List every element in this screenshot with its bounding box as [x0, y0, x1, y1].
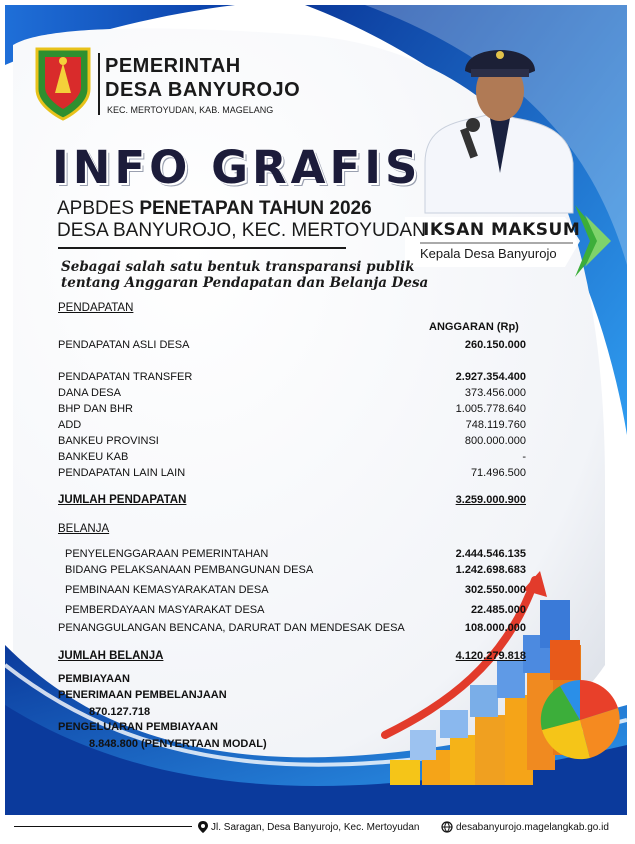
pengeluaran-value: 8.848.800 (PENYERTAAN MODAL)	[89, 738, 267, 750]
gov-title-line3: KEC. MERTOYUDAN, KAB. MAGELANG	[107, 105, 274, 115]
pendapatan-item-label: ADD	[58, 419, 82, 431]
pendapatan-item-label: BHP DAN BHR	[58, 403, 133, 415]
location-pin-icon	[198, 821, 208, 833]
pendapatan-item-value: 748.119.760	[465, 419, 526, 431]
pembiayaan-header: PEMBIAYAAN	[58, 673, 130, 685]
belanja-item-label: PEMBERDAYAAN MASYARAKAT DESA	[65, 604, 265, 616]
subtitle-divider	[58, 247, 346, 249]
belanja-header: BELANJA	[58, 523, 110, 535]
page-title: INFO GRAFIS	[52, 141, 422, 194]
gov-title-line1: PEMERINTAH	[105, 55, 241, 77]
belanja-item-label: PENYELENGGARAAN PEMERINTAHAN	[65, 548, 269, 560]
penerimaan-value: 870.127.718	[89, 706, 151, 718]
tagline-line2: tentang Anggaran Pendapatan dan Belanja Desa	[61, 275, 429, 291]
jumlah-belanja-value: 4.120.279.818	[455, 650, 526, 662]
header-divider	[98, 53, 100, 115]
belanja-item-label: PEMBINAAN KEMASYARAKATAN DESA	[65, 584, 269, 596]
belanja-item-label: PENANGGULANGAN BENCANA, DARURAT DAN MENDESAK DESA	[58, 622, 405, 634]
jumlah-belanja-label: JUMLAH BELANJA	[58, 650, 164, 662]
penerimaan-label: PENERIMAAN PEMBELANJAAN	[58, 689, 227, 701]
pendapatan-item-value: 1.005.778.640	[455, 403, 526, 415]
pendapatan-item-label: BANKEU PROVINSI	[58, 435, 159, 447]
footer-address	[198, 821, 419, 833]
pendapatan-item-value: -	[522, 451, 526, 463]
belanja-item-value: 1.242.698.683	[455, 564, 526, 576]
jumlah-pendapatan-label: JUMLAH PENDAPATAN	[58, 494, 187, 506]
subtitle-line2: DESA BANYUROJO, KEC. MERTOYUDAN	[57, 220, 426, 241]
subtitle-prefix: APBDES	[57, 198, 135, 219]
gov-title-line2: DESA BANYUROJO	[105, 79, 301, 101]
belanja-item-value: 108.000.000	[464, 622, 526, 634]
pendapatan-item-value: 800.000.000	[464, 435, 526, 447]
person-role: Kepala Desa Banyurojo	[420, 246, 557, 261]
belanja-item-value: 22.485.000	[470, 604, 526, 616]
pengeluaran-label: PENGELUARAN PEMBIAYAAN	[58, 721, 218, 733]
jumlah-pendapatan-value: 3.259.000.900	[455, 494, 526, 506]
pendapatan-transfer-label: PENDAPATAN TRANSFER	[58, 371, 193, 383]
web-icon	[441, 821, 453, 833]
infographic-frame	[5, 5, 627, 815]
pendapatan-item-label: PENDAPATAN LAIN LAIN	[58, 467, 186, 479]
pendapatan-transfer-value: 2.927.354.400	[455, 371, 526, 383]
belanja-item-value: 302.550.000	[464, 584, 526, 596]
belanja-item-value: 2.444.546.135	[455, 548, 526, 560]
pendapatan-header: PENDAPATAN	[58, 302, 134, 314]
footer-website-text[interactable]: desabanyurojo.magelangkab.go.id	[456, 821, 609, 833]
person-name: IKSAN MAKSUM	[423, 220, 581, 240]
tagline-line1: Sebagai salah satu bentuk transparansi publik	[61, 259, 415, 275]
footer-website[interactable]	[441, 821, 609, 833]
pendapatan-item-value: 71.496.500	[470, 467, 526, 479]
footer-address-text: Jl. Saragan, Desa Banyurojo, Kec. Mertoyudan	[211, 821, 420, 833]
subtitle-line1	[57, 198, 372, 220]
pendapatan-item-label: DANA DESA	[58, 387, 121, 399]
footer-divider	[14, 826, 192, 827]
belanja-item-label: BIDANG PELAKSANAAN PEMBANGUNAN DESA	[65, 564, 314, 576]
pendapatan-item-label: BANKEU KAB	[58, 451, 129, 463]
pendapatan-asli-value: 260.150.000	[464, 339, 526, 351]
pendapatan-item-value: 373.456.000	[464, 387, 526, 399]
subtitle-bold: PENETAPAN TAHUN 2026	[139, 198, 372, 219]
anggaran-col-header: ANGGARAN (Rp)	[429, 321, 519, 333]
pendapatan-asli-label: PENDAPATAN ASLI DESA	[58, 339, 190, 351]
